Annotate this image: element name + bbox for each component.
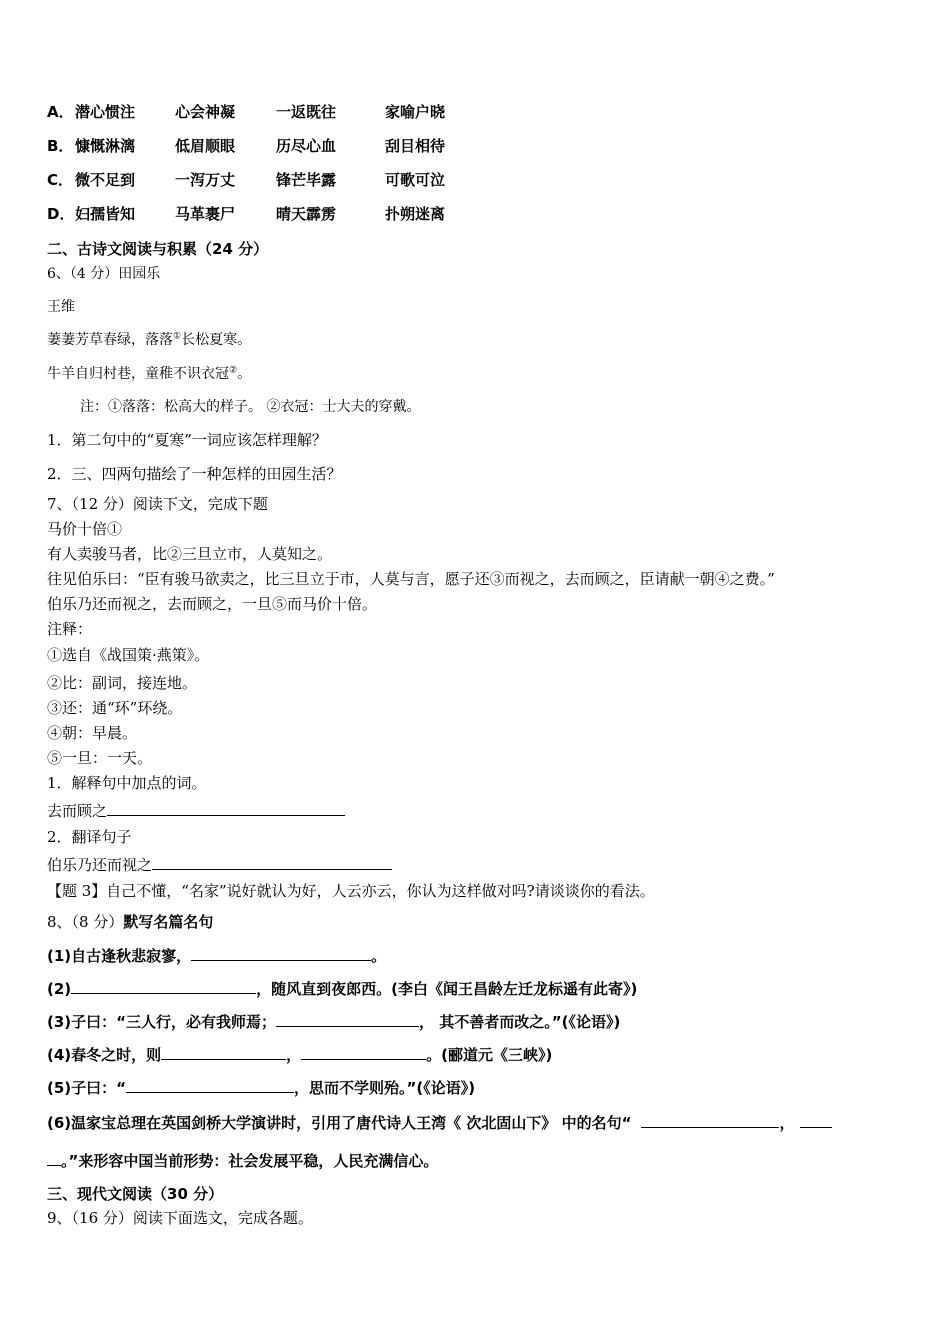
q8-item-6-cont [47,1151,438,1171]
answer-blank[interactable] [152,855,392,870]
q7-passage-p2: 往见伯乐曰：“臣有骏马欲卖之，比三旦立于市，人莫与言，愿子还③而视之，去而顾之，臣请献一朝④之费。” [47,570,775,588]
answer-blank[interactable] [161,1045,286,1060]
poem-text: 长松夏寒。 [181,332,252,348]
section-3-title: 三、现代文阅读（30 分） [47,1185,224,1203]
option-word: 马革裹尸 [175,205,236,223]
q7-sub-question-3: 【题 3】自己不懂，“名家”说好就认为好，人云亦云，你认为这样做对吗?请谈谈你的看法。 [47,882,655,900]
item-text: (3)子曰：“三人行，必有我师焉； [47,1013,277,1031]
option-letter: C． [47,171,74,189]
footnote-marker: ② [229,365,238,376]
answer-blank[interactable] [71,979,256,994]
q7-note-4: ④朝：早晨。 [47,724,138,742]
item-text: 。 [371,947,387,965]
q8-item-5 [47,1078,475,1098]
item-text: ， 其不善者而改之。”(《论语》) [419,1013,621,1031]
q7-passage-p1: 有人卖骏马者，比②三旦立市，人莫知之。 [47,545,333,563]
option-word: 潜心惯注 [75,103,136,121]
answer-blank[interactable] [800,1113,832,1128]
q8-item-3 [47,1012,620,1032]
option-word: 锋芒毕露 [276,171,337,189]
answer-blank[interactable] [47,1151,61,1166]
item-text: (1)自古逢秋悲寂寥， [47,947,192,965]
option-word: 可歌可泣 [385,171,446,189]
q8-head-number: 8、（8 分） [47,913,124,931]
option-word: 晴天霹雳 [276,205,337,223]
q7-passage-p3: 伯乐乃还而视之，去而顾之，一旦⑤而马价十倍。 [47,595,378,613]
q7-sub-question-1-item [47,801,345,821]
q6-sub-question-2: 2．三、四两句描绘了一种怎样的田园生活？ [47,465,342,483]
item-text: ，思而不学则殆。”(《论语》) [294,1079,476,1097]
option-word: 心会神凝 [175,103,236,121]
q8-head-title: 默写名篇名句 [123,913,214,931]
q7-sub-question-2-item [47,855,392,875]
q6-note: 注：①落落：松高大的样子。 ②衣冠：士大夫的穿戴。 [80,399,421,415]
answer-blank[interactable] [107,801,345,816]
answer-blank[interactable] [301,1045,426,1060]
q9-head: 9、（16 分）阅读下面选文，完成各题。 [47,1209,313,1227]
q7-head: 7、（12 分）阅读下文，完成下题 [47,495,268,513]
item-text: ，随风直到夜郎西。(李白《闻王昌龄左迁龙标遥有此寄》) [256,980,638,998]
option-word: 慷慨淋漓 [75,137,136,155]
answer-blank[interactable] [191,946,371,961]
item-text: ， [286,1046,302,1064]
q7-notes-label: 注释： [47,620,93,638]
poem-text: 萋萋芳草春绿，落落 [47,332,173,348]
q7-sub-question-1: 1．解释句中加点的词。 [47,774,207,792]
q6-head: 6、（4 分）田园乐 [47,266,161,282]
option-letter: D． [47,205,75,223]
item-text: 去而顾之 [47,802,108,820]
q6-author: 王维 [47,299,75,315]
answer-blank[interactable] [641,1113,779,1128]
item-text: (2) [47,980,72,998]
item-text: ， [779,1114,795,1132]
q7-note-3: ③还：通“环”环绕。 [47,699,183,717]
poem-text: 。 [237,366,252,382]
q8-item-2 [47,979,637,999]
item-text: (6)温家宝总理在英国剑桥大学演讲时，引用了唐代诗人王湾《 次北固山下》 中的名句“ [47,1114,632,1132]
option-word: 扑朔迷离 [385,205,446,223]
q7-note-2: ②比：副词，接连地。 [47,674,198,692]
item-text: 。”来形容中国当前形势：社会发展平稳，人民充满信心。 [61,1152,439,1170]
q8-item-4 [47,1045,552,1065]
answer-blank[interactable] [276,1012,419,1027]
item-text: 。(郦道元《三峡》) [426,1046,553,1064]
q7-note-5: ⑤一旦：一天。 [47,749,153,767]
section-2-title: 二、古诗文阅读与积累（24 分） [47,240,269,258]
option-letter: A． [47,103,74,121]
answer-blank[interactable] [126,1078,294,1093]
q7-passage-title: 马价十倍① [47,520,123,538]
option-word: 一泻万丈 [175,171,236,189]
option-word: 妇孺皆知 [75,205,136,223]
q7-sub-question-2: 2．翻译句子 [47,828,132,846]
item-text: (4)春冬之时，则 [47,1046,162,1064]
q8-item-6 [47,1113,832,1133]
q8-head [47,912,213,932]
q6-sub-question-1: 1．第二句中的“夏寒”一词应该怎样理解？ [47,431,327,449]
option-word: 低眉顺眼 [175,137,236,155]
q6-poem-line-2 [47,364,251,384]
option-letter: B． [47,137,74,155]
poem-text: 牛羊自归村巷，童稚不识衣冠 [47,366,229,382]
item-text: (5)子曰：“ [47,1079,127,1097]
footnote-marker: ① [173,331,182,342]
item-text: 伯乐乃还而视之 [47,856,153,874]
option-word: 历尽心血 [276,137,337,155]
option-word: 家喻户晓 [385,103,446,121]
option-word: 微不足到 [75,171,136,189]
option-word: 一返既往 [276,103,337,121]
q6-poem-line-1 [47,330,251,350]
q8-item-1 [47,946,386,966]
option-word: 刮目相待 [385,137,446,155]
q7-note-1: ①选自《战国策·燕策》。 [47,646,210,664]
